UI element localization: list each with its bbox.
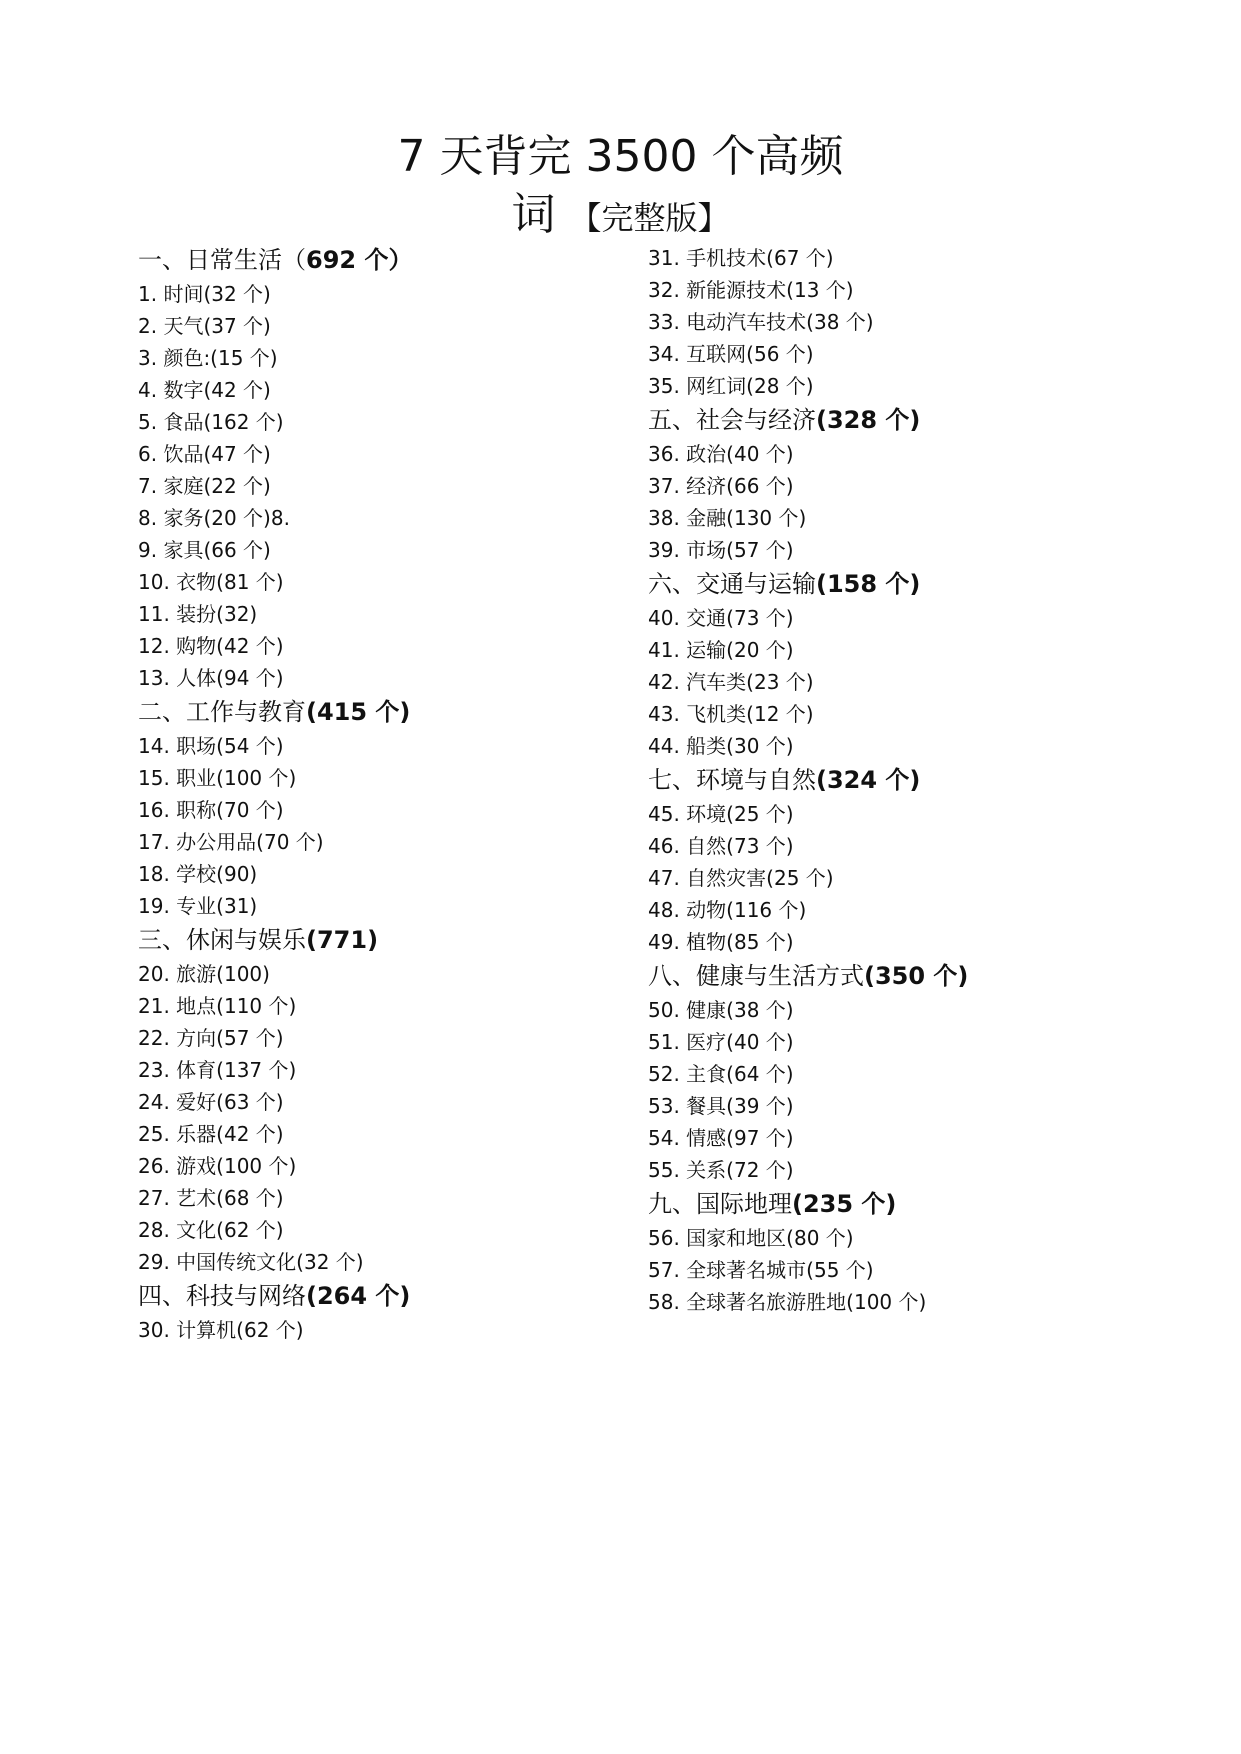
- list-item: 4. 数字(42 个): [138, 378, 271, 402]
- list-item: 21. 地点(110 个): [138, 994, 297, 1018]
- list-item: 37. 经济(66 个): [648, 474, 794, 498]
- section-label: 二、工作与教育: [138, 698, 306, 726]
- section-heading: [648, 1186, 1168, 1222]
- list-item: 48. 动物(116 个): [648, 898, 807, 922]
- section-count: (771): [306, 926, 379, 954]
- list-item: 49. 植物(85 个): [648, 930, 794, 954]
- section-heading: [138, 1278, 608, 1314]
- section-heading: [648, 566, 1168, 602]
- right-column: [648, 242, 1168, 1318]
- list-item: 57. 全球著名城市(55 个): [648, 1258, 874, 1282]
- section-count: 692 个）: [306, 246, 413, 274]
- section-count: (158 个): [816, 570, 921, 598]
- section-label: 四、科技与网络: [138, 1282, 306, 1310]
- list-item: 17. 办公用品(70 个): [138, 830, 324, 854]
- list-item: 12. 购物(42 个): [138, 634, 284, 658]
- list-item: 6. 饮品(47 个): [138, 442, 271, 466]
- list-item: 40. 交通(73 个): [648, 606, 794, 630]
- list-item: 31. 手机技术(67 个): [648, 246, 834, 270]
- list-item: 56. 国家和地区(80 个): [648, 1226, 854, 1250]
- section-count: (415 个): [306, 698, 411, 726]
- list-item: 11. 装扮(32): [138, 602, 258, 626]
- list-item: 14. 职场(54 个): [138, 734, 284, 758]
- list-item: 53. 餐具(39 个): [648, 1094, 794, 1118]
- list-item: 2. 天气(37 个): [138, 314, 271, 338]
- list-item: 28. 文化(62 个): [138, 1218, 284, 1242]
- title-line-2-main: 词: [511, 189, 556, 240]
- list-item: 15. 职业(100 个): [138, 766, 297, 790]
- section-heading: [138, 242, 608, 278]
- list-item: 36. 政治(40 个): [648, 442, 794, 466]
- list-item: 27. 艺术(68 个): [138, 1186, 284, 1210]
- list-item: 35. 网红词(28 个): [648, 374, 814, 398]
- list-item: 58. 全球著名旅游胜地(100 个): [648, 1290, 927, 1314]
- list-item: 1. 时间(32 个): [138, 282, 271, 306]
- list-item: 3. 颜色:(15 个): [138, 346, 278, 370]
- list-item: 44. 船类(30 个): [648, 734, 794, 758]
- section-heading: [648, 958, 1168, 994]
- section-count: (350 个): [864, 962, 969, 990]
- section-count: (324 个): [816, 766, 921, 794]
- list-item: 42. 汽车类(23 个): [648, 670, 814, 694]
- list-item: 19. 专业(31): [138, 894, 258, 918]
- section-count: (328 个): [816, 406, 921, 434]
- list-item: 25. 乐器(42 个): [138, 1122, 284, 1146]
- title-line-2: [0, 186, 1241, 247]
- list-item: 33. 电动汽车技术(38 个): [648, 310, 874, 334]
- section-label: 三、休闲与娱乐: [138, 926, 306, 954]
- list-item: 39. 市场(57 个): [648, 538, 794, 562]
- section-count: (264 个): [306, 1282, 411, 1310]
- list-item: 26. 游戏(100 个): [138, 1154, 297, 1178]
- section-label: 六、交通与运输: [648, 570, 816, 598]
- section-count: (235 个): [792, 1190, 897, 1218]
- list-item: 29. 中国传统文化(32 个): [138, 1250, 364, 1274]
- list-item: 51. 医疗(40 个): [648, 1030, 794, 1054]
- section-label: 九、国际地理: [648, 1190, 792, 1218]
- section-heading: [648, 402, 1168, 438]
- list-item: 18. 学校(90): [138, 862, 258, 886]
- section-heading: [138, 922, 608, 958]
- list-item: 7. 家庭(22 个): [138, 474, 271, 498]
- section-label: 五、社会与经济: [648, 406, 816, 434]
- list-item: 46. 自然(73 个): [648, 834, 794, 858]
- list-item: 22. 方向(57 个): [138, 1026, 284, 1050]
- list-item: 55. 关系(72 个): [648, 1158, 794, 1182]
- section-label: 一、日常生活（: [138, 246, 306, 274]
- section-heading: [648, 762, 1168, 798]
- list-item: 41. 运输(20 个): [648, 638, 794, 662]
- list-item: 13. 人体(94 个): [138, 666, 284, 690]
- title-edition: 【完整版】: [569, 199, 730, 237]
- section-heading: [138, 694, 608, 730]
- left-column: [138, 242, 608, 1346]
- list-item: 32. 新能源技术(13 个): [648, 278, 854, 302]
- list-item: 9. 家具(66 个): [138, 538, 271, 562]
- title-line-1: 7 天背完 3500 个高频: [397, 131, 844, 182]
- list-item: 23. 体育(137 个): [138, 1058, 297, 1082]
- list-item: 50. 健康(38 个): [648, 998, 794, 1022]
- list-item: 20. 旅游(100): [138, 962, 270, 986]
- section-label: 七、环境与自然: [648, 766, 816, 794]
- list-item: 16. 职称(70 个): [138, 798, 284, 822]
- list-item: 45. 环境(25 个): [648, 802, 794, 826]
- list-item: 24. 爱好(63 个): [138, 1090, 284, 1114]
- list-item: 43. 飞机类(12 个): [648, 702, 814, 726]
- list-item: 38. 金融(130 个): [648, 506, 807, 530]
- list-item: 10. 衣物(81 个): [138, 570, 284, 594]
- list-item: 54. 情感(97 个): [648, 1126, 794, 1150]
- section-label: 八、健康与生活方式: [648, 962, 864, 990]
- list-item: 30. 计算机(62 个): [138, 1318, 304, 1342]
- list-item: 5. 食品(162 个): [138, 410, 284, 434]
- list-item: 8. 家务(20 个)8.: [138, 506, 290, 530]
- list-item: 47. 自然灾害(25 个): [648, 866, 834, 890]
- list-item: 52. 主食(64 个): [648, 1062, 794, 1086]
- list-item: 34. 互联网(56 个): [648, 342, 814, 366]
- document-title: [0, 128, 1241, 247]
